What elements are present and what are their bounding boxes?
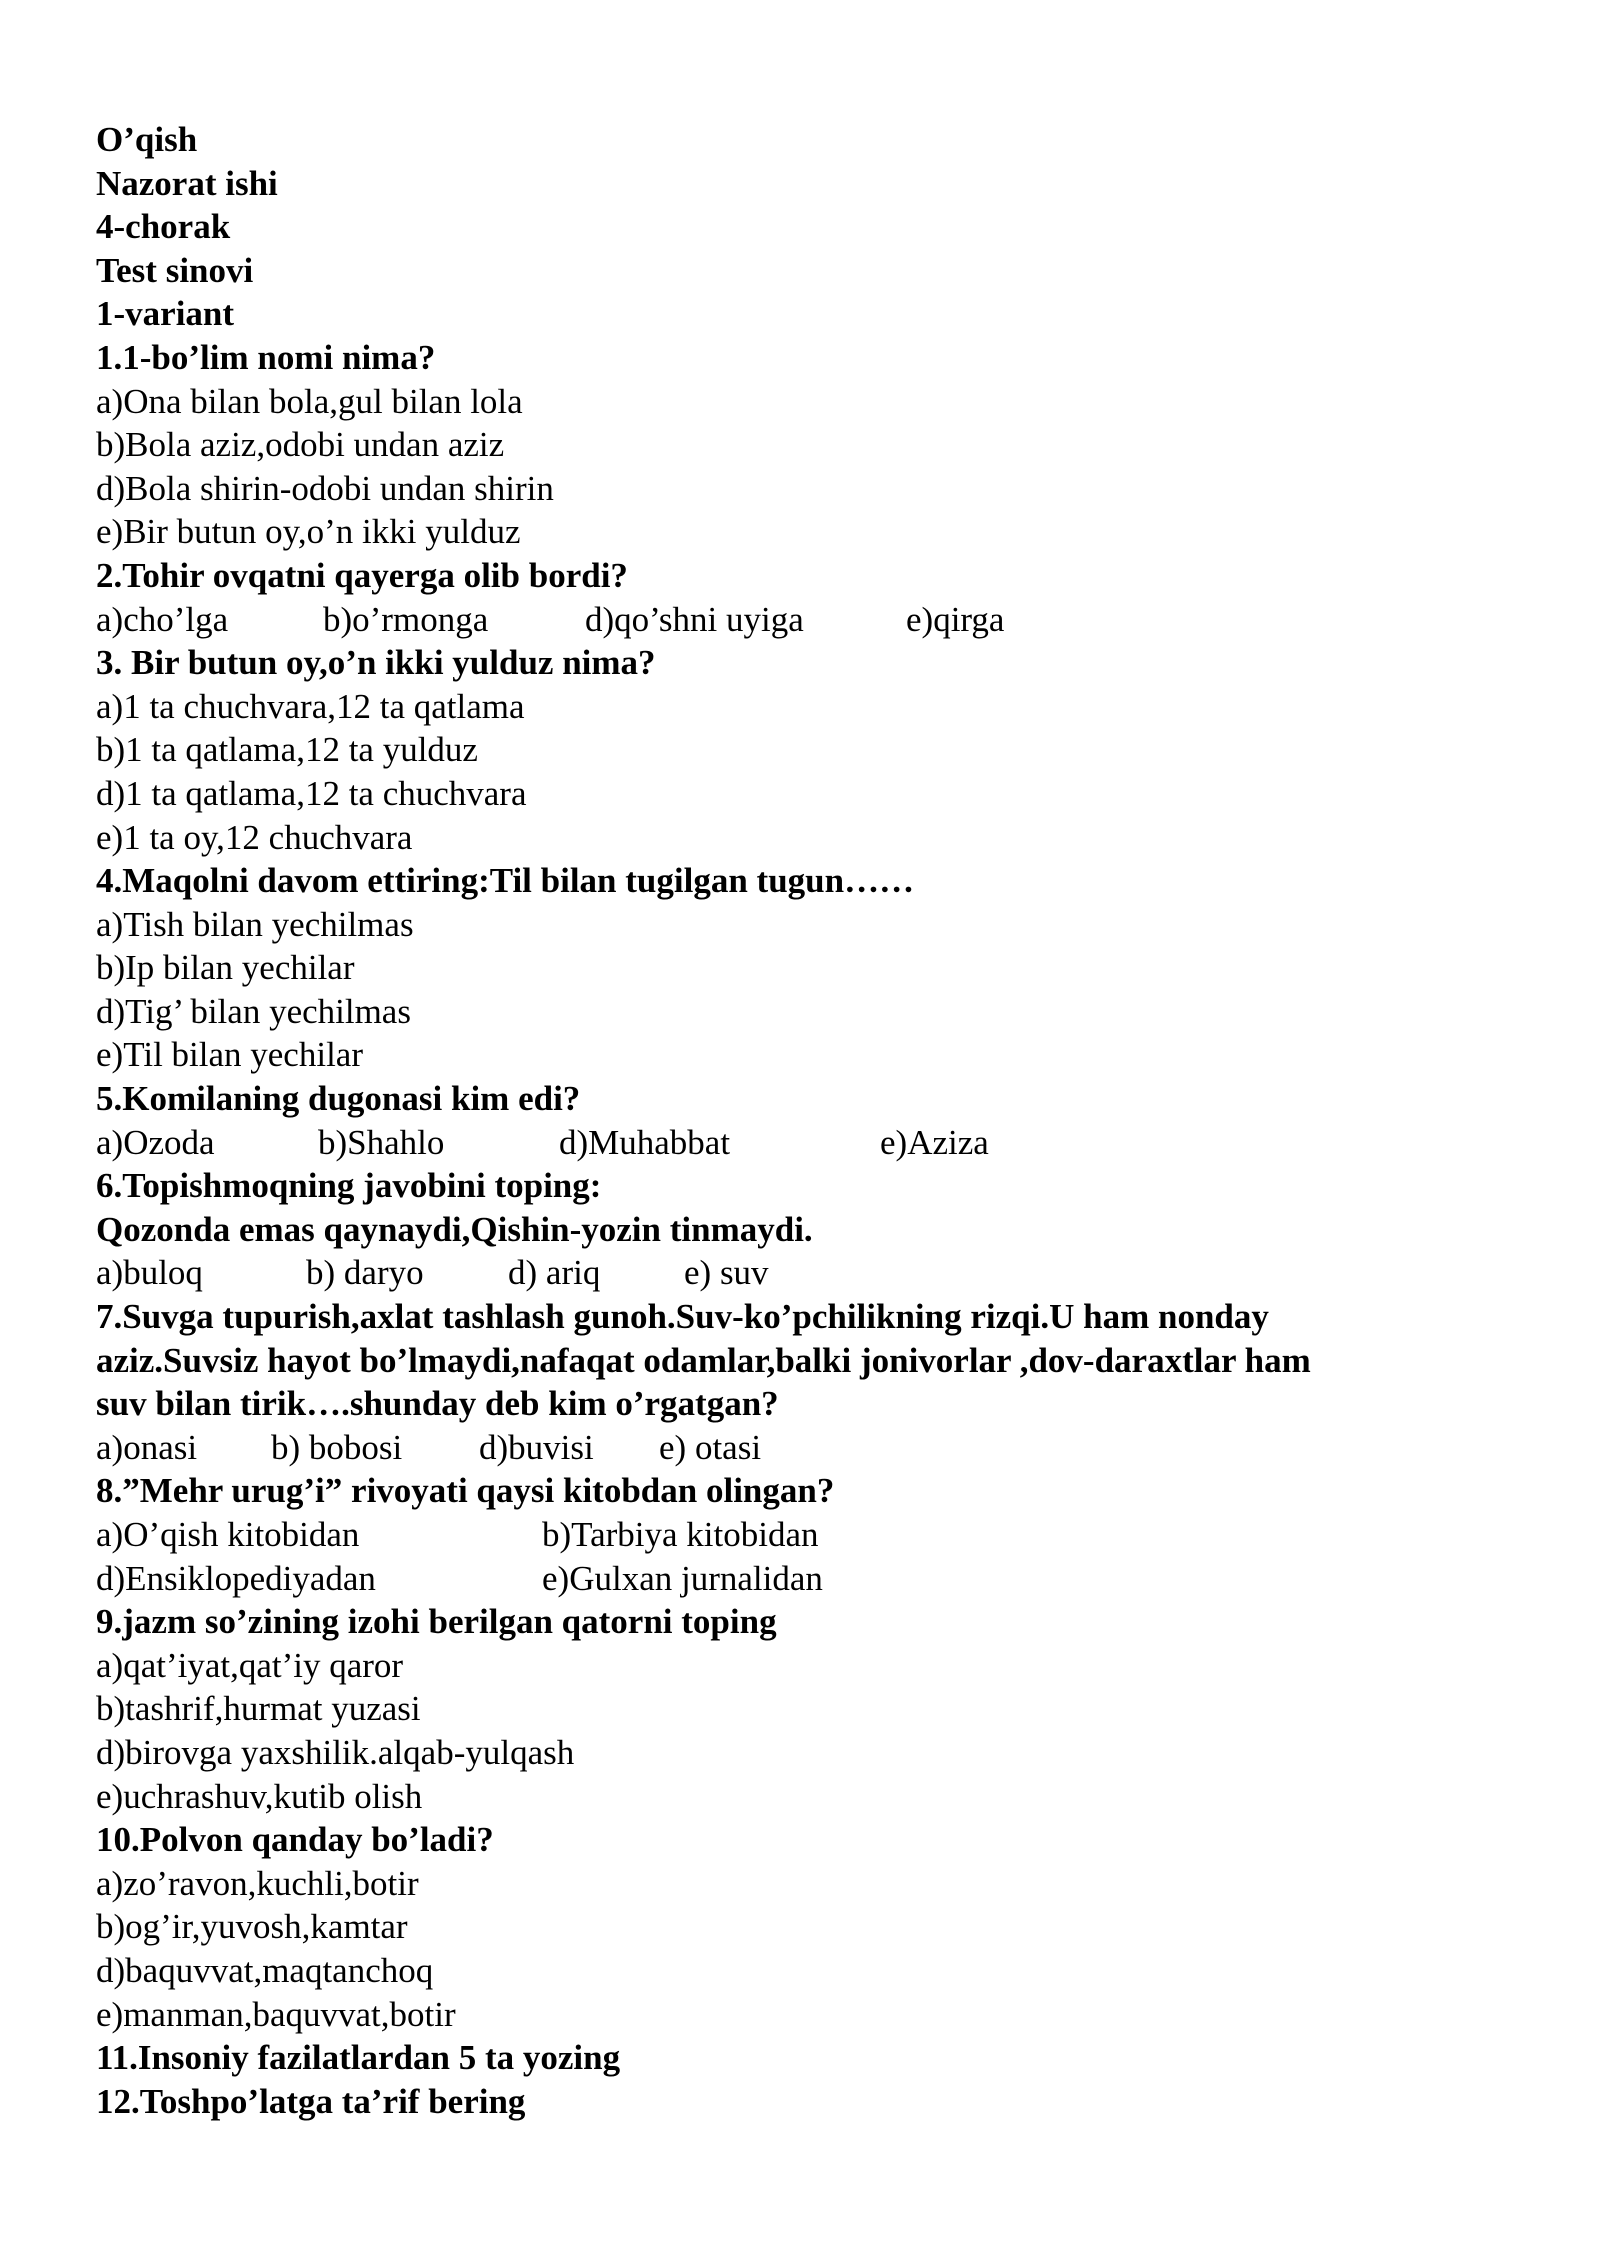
option-3a: a)1 ta chuchvara,12 ta qatlama bbox=[96, 686, 525, 726]
options-row-2 bbox=[96, 598, 1516, 642]
document-page bbox=[96, 118, 1516, 2123]
option-6e: e) suv bbox=[684, 1253, 769, 1293]
test-type-heading: Test sinovi bbox=[96, 250, 254, 290]
option-10d: d)baquvvat,maqtanchoq bbox=[96, 1950, 434, 1990]
option-7e: e) otasi bbox=[659, 1427, 762, 1467]
option-6b: b) daryo bbox=[306, 1253, 424, 1293]
option-5a: a)Ozoda bbox=[96, 1122, 215, 1162]
question-3: 3. Bir butun oy,o’n ikki yulduz nima? bbox=[96, 643, 656, 683]
question-6: 6.Topishmoqning javobini toping: bbox=[96, 1166, 602, 1206]
option-5d: d)Muhabbat bbox=[559, 1122, 731, 1162]
question-4: 4.Maqolni davom ettiring:Til bilan tugilgan tugun…… bbox=[96, 861, 915, 901]
option-1e: e)Bir butun oy,o’n ikki yulduz bbox=[96, 512, 521, 552]
options-row-8a bbox=[96, 1513, 1516, 1557]
question-12: 12.Toshpo’latga ta’rif bering bbox=[96, 2081, 526, 2121]
option-4e: e)Til bilan yechilar bbox=[96, 1035, 363, 1075]
term-heading: 4-chorak bbox=[96, 207, 231, 247]
option-4a: a)Tish bilan yechilmas bbox=[96, 904, 414, 944]
question-7: 7.Suvga tupurish,axlat tashlash gunoh.Suv-ko’pchilikning rizqi.U ham nonday bbox=[96, 1297, 1269, 1337]
option-10b: b)og’ir,yuvosh,kamtar bbox=[96, 1907, 408, 1947]
option-1d: d)Bola shirin-odobi undan shirin bbox=[96, 468, 554, 508]
option-10e: e)manman,baquvvat,botir bbox=[96, 1994, 456, 2034]
question-1: 1.1-bo’lim nomi nima? bbox=[96, 337, 436, 377]
option-8e: e)Gulxan jurnalidan bbox=[542, 1558, 823, 1598]
option-8d: d)Ensiklopediyadan bbox=[96, 1558, 376, 1598]
options-row-8b bbox=[96, 1557, 1516, 1601]
option-6a: a)buloq bbox=[96, 1253, 203, 1293]
question-2: 2.Tohir ovqatni qayerga olib bordi? bbox=[96, 555, 628, 595]
option-2a: a)cho’lga bbox=[96, 599, 229, 639]
option-8b: b)Tarbiya kitobidan bbox=[542, 1515, 819, 1554]
option-7a: a)onasi bbox=[96, 1427, 198, 1467]
option-6d: d) ariq bbox=[508, 1253, 601, 1293]
question-7-line-2: aziz.Suvsiz hayot bo’lmaydi,nafaqat odamlar,balki jonivorlar ,dov-daraxtlar ham bbox=[96, 1340, 1311, 1380]
option-7d: d)buvisi bbox=[479, 1427, 594, 1467]
options-row-5 bbox=[96, 1121, 1516, 1165]
option-9e: e)uchrashuv,kutib olish bbox=[96, 1776, 423, 1816]
option-3b: b)1 ta qatlama,12 ta yulduz bbox=[96, 730, 478, 770]
question-11: 11.Insoniy fazilatlardan 5 ta yozing bbox=[96, 2038, 621, 2078]
option-2b: b)o’rmonga bbox=[323, 599, 489, 639]
variant-heading: 1-variant bbox=[96, 294, 235, 334]
option-4d: d)Tig’ bilan yechilmas bbox=[96, 991, 411, 1031]
question-5: 5.Komilaning dugonasi kim edi? bbox=[96, 1079, 581, 1119]
option-4b: b)Ip bilan yechilar bbox=[96, 948, 355, 988]
option-3e: e)1 ta oy,12 chuchvara bbox=[96, 817, 413, 857]
option-2d: d)qo’shni uyiga bbox=[585, 599, 804, 639]
option-9d: d)birovga yaxshilik.alqab-yulqash bbox=[96, 1732, 575, 1772]
subject-heading: O’qish bbox=[96, 120, 198, 159]
option-10a: a)zo’ravon,kuchli,botir bbox=[96, 1863, 419, 1903]
question-9: 9.jazm so’zining izohi berilgan qatorni toping bbox=[96, 1602, 777, 1642]
question-6-riddle: Qozonda emas qaynaydi,Qishin-yozin tinmaydi. bbox=[96, 1209, 813, 1249]
question-8: 8.”Mehr urug’i” rivoyati qaysi kitobdan olingan? bbox=[96, 1471, 835, 1511]
question-7-line-3: suv bilan tirik….shunday deb kim o’rgatgan? bbox=[96, 1384, 779, 1424]
option-1b: b)Bola aziz,odobi undan aziz bbox=[96, 425, 505, 465]
option-1a: a)Ona bilan bola,gul bilan lola bbox=[96, 381, 523, 421]
page-title: Nazorat ishi bbox=[96, 163, 278, 203]
option-2e: e)qirga bbox=[906, 599, 1005, 639]
option-8a: a)O’qish kitobidan bbox=[96, 1515, 360, 1554]
option-5e: e)Aziza bbox=[880, 1122, 989, 1162]
option-3d: d)1 ta qatlama,12 ta chuchvara bbox=[96, 773, 527, 813]
option-5b: b)Shahlo bbox=[318, 1122, 445, 1162]
options-row-6 bbox=[96, 1251, 1516, 1295]
options-row-7 bbox=[96, 1426, 1516, 1470]
option-7b: b) bobosi bbox=[271, 1427, 403, 1467]
option-9b: b)tashrif,hurmat yuzasi bbox=[96, 1689, 421, 1729]
question-10: 10.Polvon qanday bo’ladi? bbox=[96, 1820, 494, 1860]
option-9a: a)qat’iyat,qat’iy qaror bbox=[96, 1645, 404, 1685]
